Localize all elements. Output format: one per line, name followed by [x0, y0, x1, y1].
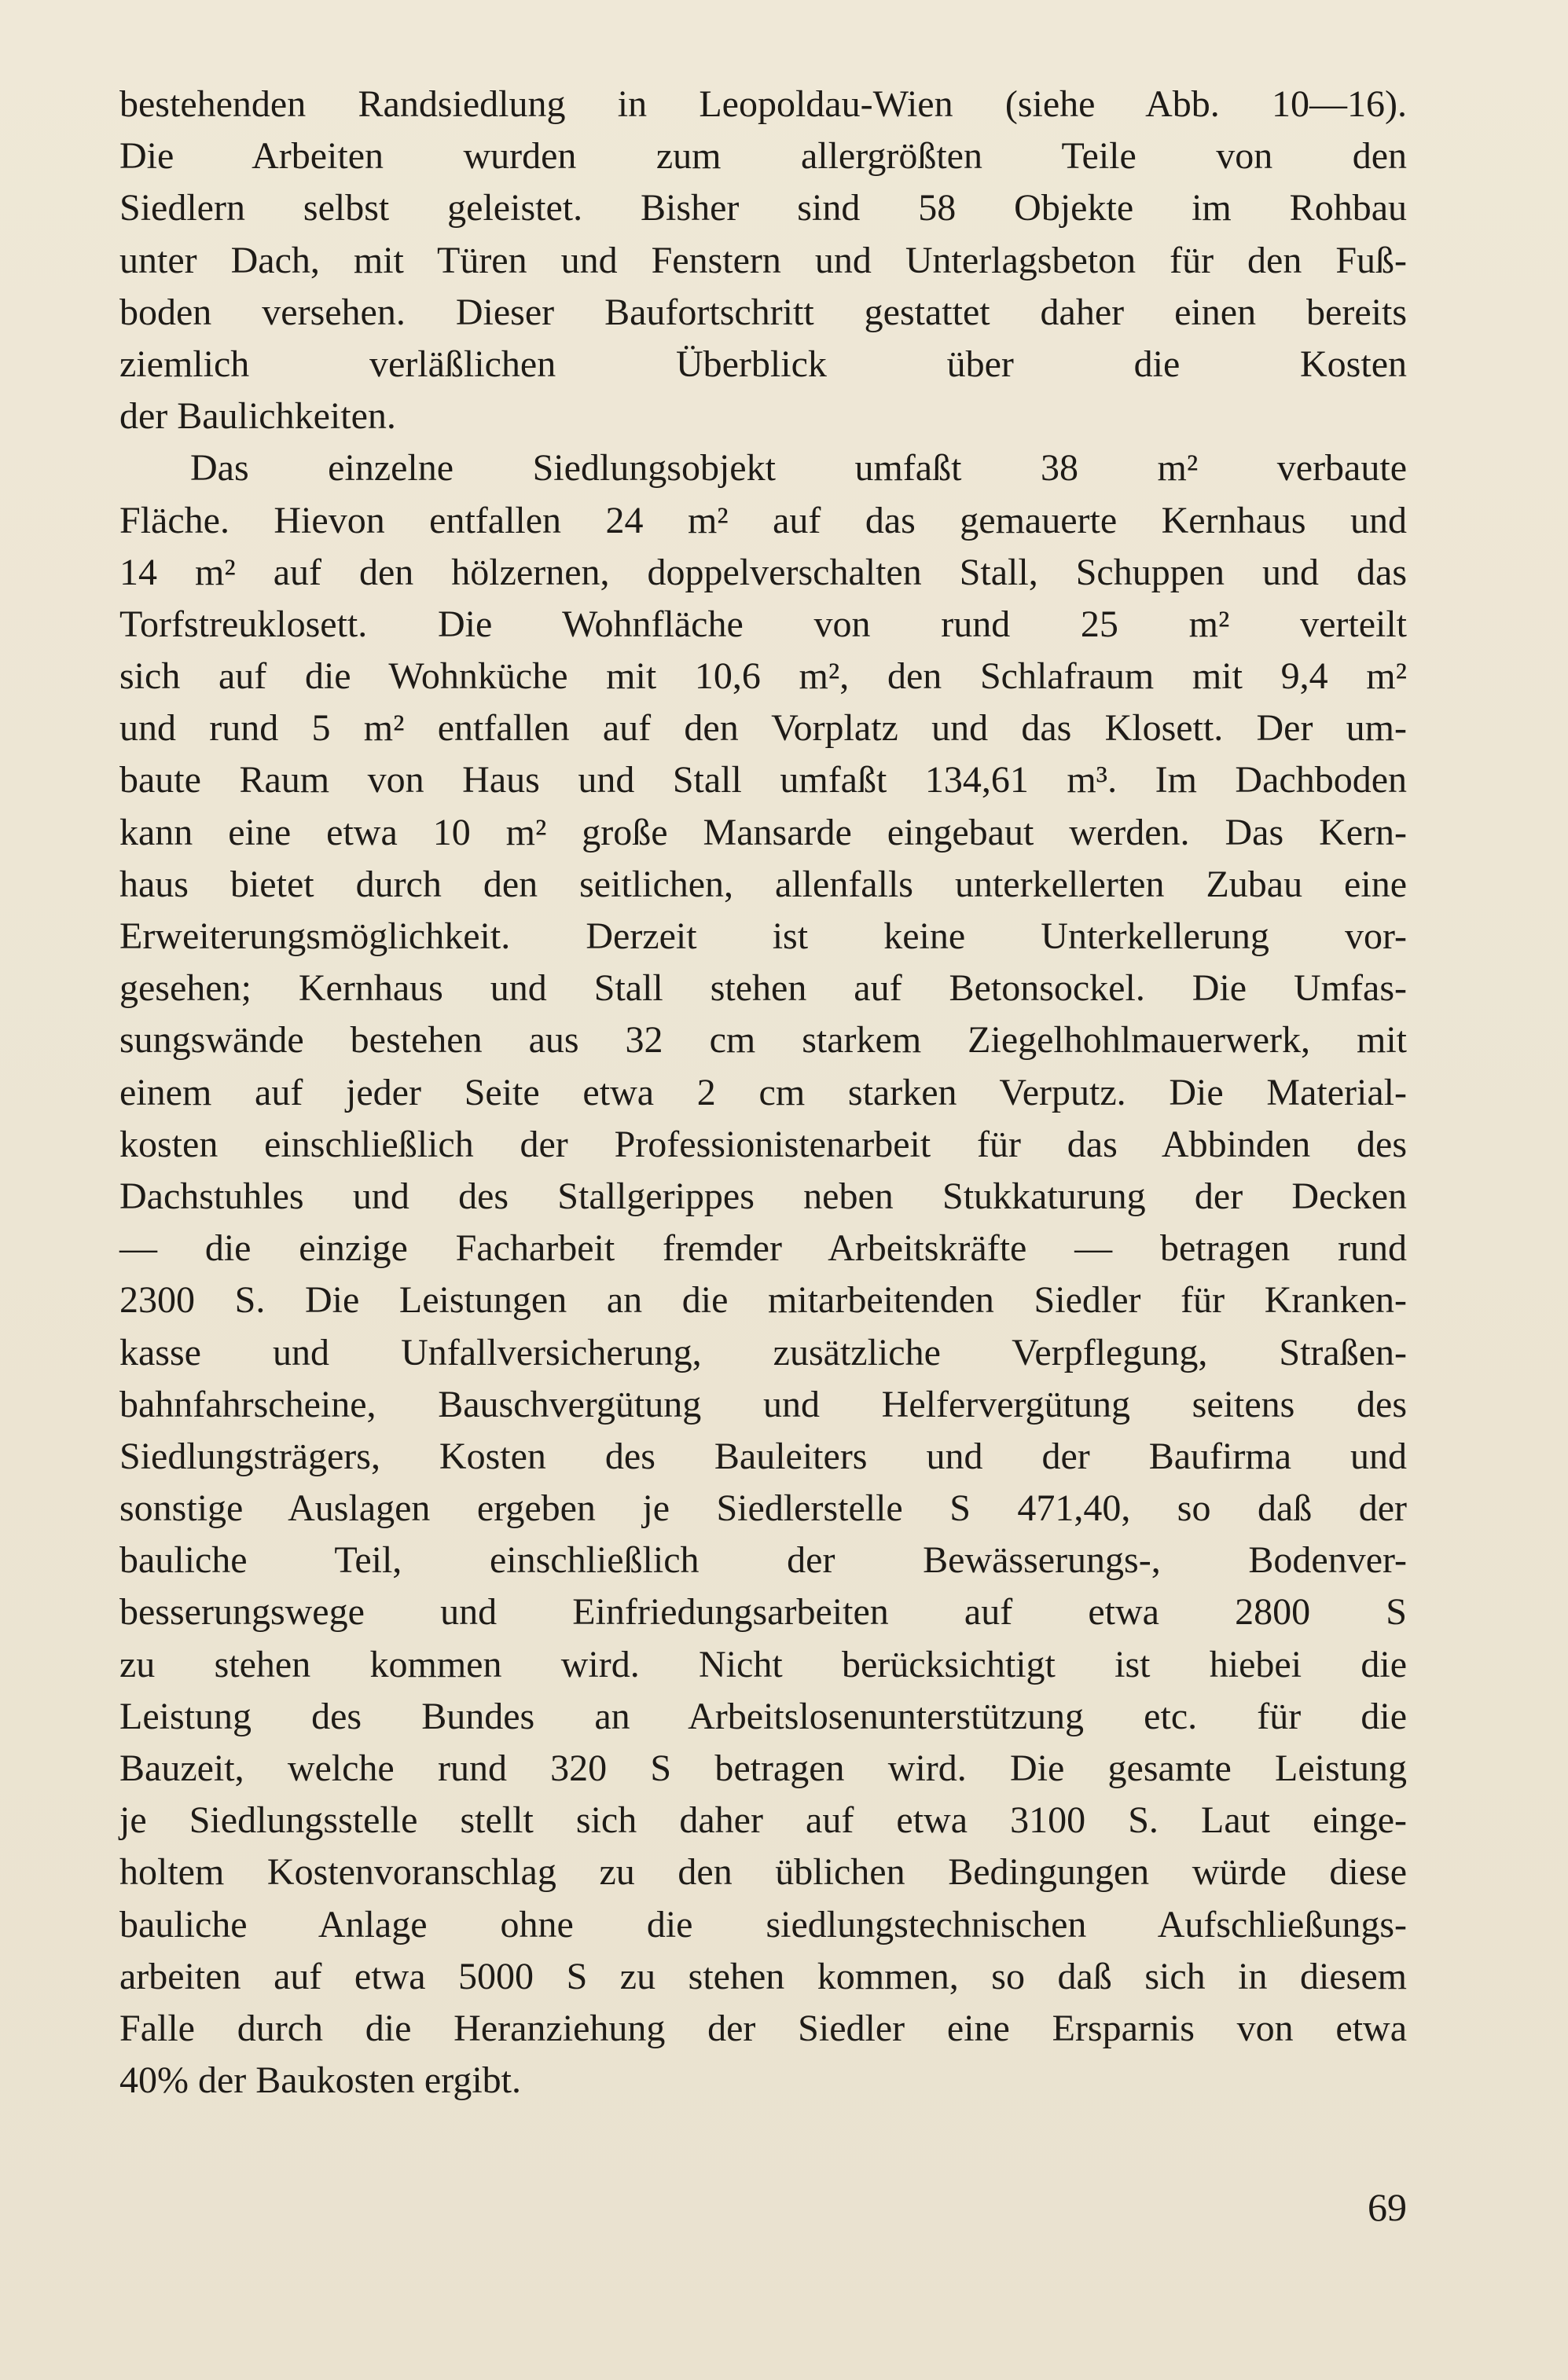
text-line: bauliche Anlage ohne die siedlungstechnischen Aufschließungs-: [119, 1903, 1407, 1945]
text-line: sonstige Auslagen ergeben je Siedlerstelle S 471,40, so daß der: [119, 1487, 1407, 1530]
text-line: gesehen; Kernhaus und Stall stehen auf Betonsockel. Die Umfas-: [119, 967, 1407, 1010]
text-line: Siedlern selbst geleistet. Bisher sind 58 Objekte im Rohbau: [119, 187, 1407, 229]
text-line: bestehenden Randsiedlung in Leopoldau-Wien (siehe Abb. 10—16).: [119, 83, 1407, 125]
text-line: kann eine etwa 10 m² große Mansarde eingebaut werden. Das Kern-: [119, 811, 1407, 853]
text-line: Bauzeit, welche rund 320 S betragen wird. Die gesamte Leistung: [119, 1747, 1407, 1789]
text-line: der Baulichkeiten.: [119, 395, 396, 438]
page-number: 69: [1368, 2185, 1407, 2229]
text-line: besserungswege und Einfriedungsarbeiten auf etwa 2800 S: [119, 1591, 1407, 1634]
text-line: — die einzige Facharbeit fremder Arbeitskräfte — betragen rund: [119, 1227, 1407, 1270]
text-line: arbeiten auf etwa 5000 S zu stehen kommen, so daß sich in diesem: [119, 1955, 1407, 1997]
text-line: Die Arbeiten wurden zum allergrößten Teile von den: [119, 135, 1407, 178]
text-line: 40% der Baukosten ergibt.: [119, 2059, 522, 2102]
text-line: unter Dach, mit Türen und Fenstern und Unterlagsbeton für den Fuß-: [119, 239, 1407, 281]
text-line: sich auf die Wohnküche mit 10,6 m², den Schlafraum mit 9,4 m²: [119, 655, 1407, 698]
text-line: ziemlich verläßlichen Überblick über die Kosten: [119, 343, 1407, 385]
text-line: kasse und Unfallversicherung, zusätzliche Verpflegung, Straßen-: [119, 1331, 1407, 1373]
text-line: 14 m² auf den hölzernen, doppelverschalten Stall, Schuppen und das: [119, 551, 1407, 593]
text-line: einem auf jeder Seite etwa 2 cm starken Verputz. Die Material-: [119, 1071, 1407, 1113]
text-line: kosten einschließlich der Professionistenarbeit für das Abbinden des: [119, 1123, 1407, 1165]
text-line: bauliche Teil, einschließlich der Bewässerungs-, Bodenver-: [119, 1539, 1407, 1582]
text-line: haus bietet durch den seitlichen, allenfalls unterkellerten Zubau eine: [119, 863, 1407, 905]
text-line: zu stehen kommen wird. Nicht berücksichtigt ist hiebei die: [119, 1643, 1407, 1685]
text-line: Dachstuhles und des Stallgerippes neben Stukkaturung der Decken: [119, 1175, 1407, 1217]
text-line: sungswände bestehen aus 32 cm starkem Ziegelhohlmauerwerk, mit: [119, 1019, 1407, 1062]
text-line: Torfstreuklosett. Die Wohnfläche von rund 25 m² verteilt: [119, 603, 1407, 645]
body-text: [119, 79, 1407, 2107]
text-line: Das einzelne Siedlungsobjekt umfaßt 38 m² verbaute: [190, 447, 1407, 490]
text-line: baute Raum von Haus und Stall umfaßt 134,61 m³. Im Dachboden: [119, 759, 1407, 801]
text-line: boden versehen. Dieser Baufortschritt gestattet daher einen bereits: [119, 291, 1407, 333]
text-line: Falle durch die Heranziehung der Siedler eine Ersparnis von etwa: [119, 2007, 1407, 2049]
text-line: Fläche. Hievon entfallen 24 m² auf das gemauerte Kernhaus und: [119, 499, 1407, 541]
text-line: Leistung des Bundes an Arbeitslosenunterstützung etc. für die: [119, 1695, 1407, 1737]
text-line: je Siedlungsstelle stellt sich daher auf etwa 3100 S. Laut einge-: [119, 1799, 1407, 1842]
text-line: holtem Kostenvoranschlag zu den üblichen Bedingungen würde diese: [119, 1851, 1407, 1894]
text-line: Erweiterungsmöglichkeit. Derzeit ist keine Unterkellerung vor-: [119, 915, 1407, 957]
text-line: 2300 S. Die Leistungen an die mitarbeitenden Siedler für Kranken-: [119, 1279, 1407, 1322]
text-line: Siedlungsträgers, Kosten des Bauleiters und der Baufirma und: [119, 1435, 1407, 1477]
text-line: bahnfahrscheine, Bauschvergütung und Helfervergütung seitens des: [119, 1383, 1407, 1425]
text-line: und rund 5 m² entfallen auf den Vorplatz und das Klosett. Der um-: [119, 707, 1407, 750]
